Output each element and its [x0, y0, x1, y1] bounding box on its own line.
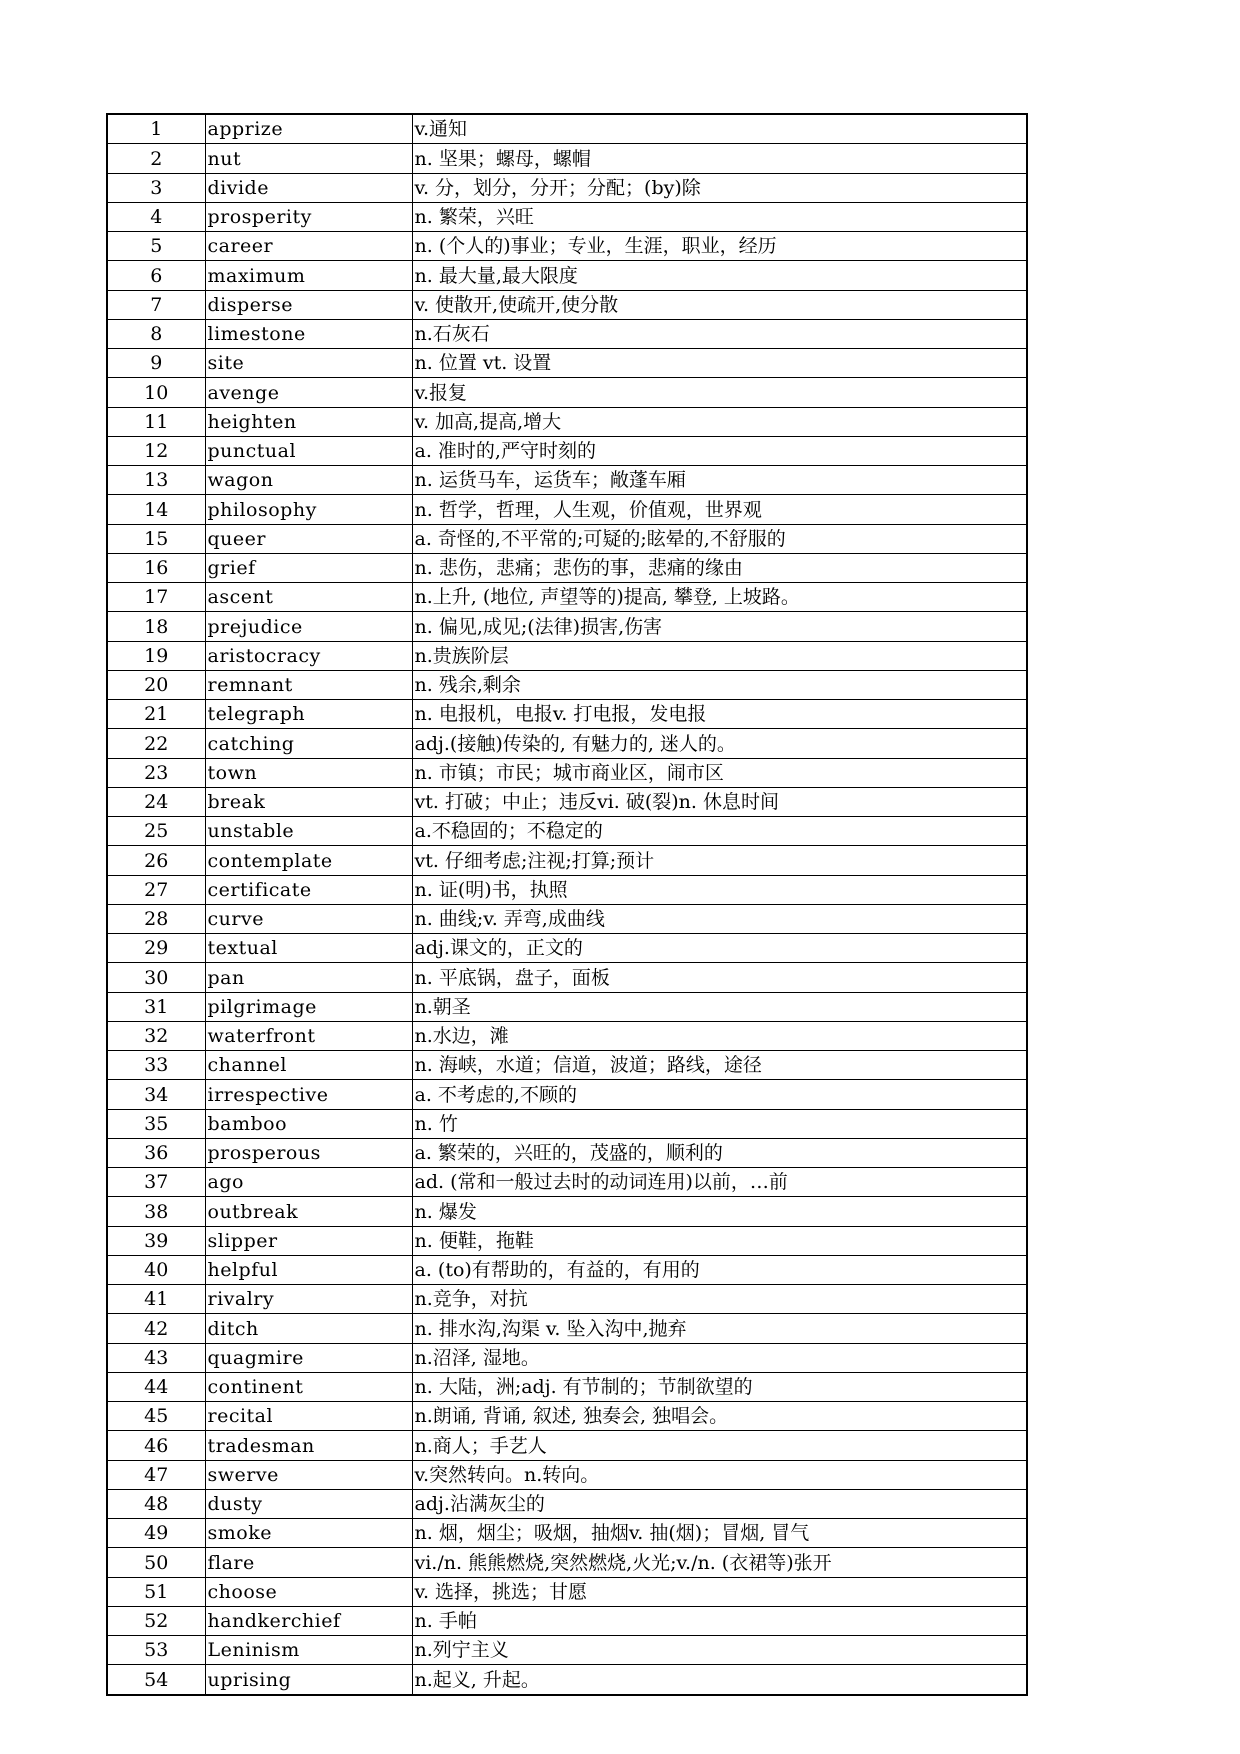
english-word: handkerchief — [205, 1606, 412, 1635]
english-word: channel — [205, 1051, 412, 1080]
row-number: 38 — [107, 1197, 205, 1226]
chinese-definition: n. 竹 — [412, 1109, 1027, 1138]
chinese-definition: v. 使散开,使疏开,使分散 — [412, 290, 1027, 319]
english-word: smoke — [205, 1519, 412, 1548]
table-row — [107, 1636, 1027, 1665]
table-row — [107, 846, 1027, 875]
english-word: quagmire — [205, 1343, 412, 1372]
english-word: swerve — [205, 1460, 412, 1489]
row-number: 6 — [107, 261, 205, 290]
row-number: 27 — [107, 875, 205, 904]
row-number: 30 — [107, 963, 205, 992]
chinese-definition: n. 平底锅，盘子，面板 — [412, 963, 1027, 992]
table-row — [107, 436, 1027, 465]
table-row — [107, 1431, 1027, 1460]
row-number: 53 — [107, 1636, 205, 1665]
english-word: choose — [205, 1577, 412, 1606]
english-word: pilgrimage — [205, 992, 412, 1021]
english-word: helpful — [205, 1255, 412, 1284]
table-row — [107, 1548, 1027, 1577]
english-word: contemplate — [205, 846, 412, 875]
english-word: curve — [205, 904, 412, 933]
english-word: rivalry — [205, 1285, 412, 1314]
table-row — [107, 202, 1027, 231]
vocabulary-table — [106, 113, 1028, 1696]
english-word: certificate — [205, 875, 412, 904]
table-row — [107, 495, 1027, 524]
row-number: 20 — [107, 670, 205, 699]
english-word: prosperity — [205, 202, 412, 231]
table-row — [107, 1606, 1027, 1635]
table-row — [107, 758, 1027, 787]
row-number: 32 — [107, 1021, 205, 1050]
row-number: 44 — [107, 1372, 205, 1401]
chinese-definition: n.起义, 升起。 — [414, 1668, 540, 1691]
english-word: flare — [205, 1548, 412, 1577]
english-word: wagon — [205, 466, 412, 495]
english-word: catching — [205, 729, 412, 758]
table-row — [107, 700, 1027, 729]
chinese-definition: a. 繁荣的，兴旺的，茂盛的，顺利的 — [412, 1138, 1027, 1167]
table-row — [107, 612, 1027, 641]
row-number: 17 — [107, 583, 205, 612]
english-word: outbreak — [205, 1197, 412, 1226]
english-word: divide — [205, 173, 412, 202]
table-row — [107, 583, 1027, 612]
row-number: 39 — [107, 1226, 205, 1255]
table-row — [107, 466, 1027, 495]
row-number: 1 — [107, 114, 205, 144]
row-number: 14 — [107, 495, 205, 524]
row-number: 36 — [107, 1138, 205, 1167]
chinese-definition: a. (to)有帮助的，有益的，有用的 — [412, 1255, 1027, 1284]
table-row — [107, 1577, 1027, 1606]
chinese-definition: n. 位置 vt. 设置 — [412, 349, 1027, 378]
english-word: unstable — [205, 817, 412, 846]
english-word: slipper — [205, 1226, 412, 1255]
row-number: 34 — [107, 1080, 205, 1109]
table-row — [107, 1402, 1027, 1431]
english-word: aristocracy — [205, 641, 412, 670]
row-number: 54 — [107, 1665, 205, 1695]
chinese-definition: n. 曲线;v. 弄弯,成曲线 — [412, 904, 1027, 933]
english-word: irrespective — [205, 1080, 412, 1109]
table-row — [107, 1109, 1027, 1138]
table-row — [107, 553, 1027, 582]
chinese-definition: n. 手帕 — [412, 1606, 1027, 1635]
chinese-definition: adj.课文的，正文的 — [412, 934, 1027, 963]
english-word: nut — [205, 144, 412, 173]
row-number: 52 — [107, 1606, 205, 1635]
chinese-definition: n. 残余,剩余 — [412, 670, 1027, 699]
table-row — [107, 904, 1027, 933]
table-row — [107, 173, 1027, 202]
row-number: 40 — [107, 1255, 205, 1284]
english-word: grief — [205, 553, 412, 582]
row-number: 23 — [107, 758, 205, 787]
row-number: 19 — [107, 641, 205, 670]
english-word: site — [205, 349, 412, 378]
table-row — [107, 1255, 1027, 1284]
chinese-definition: n.朗诵, 背诵, 叙述, 独奏会, 独唱会。 — [412, 1402, 1027, 1431]
chinese-definition: v. 选择，挑选；甘愿 — [412, 1577, 1027, 1606]
row-number: 16 — [107, 553, 205, 582]
chinese-definition: n.水边，滩 — [412, 1021, 1027, 1050]
english-word: disperse — [205, 290, 412, 319]
english-word: waterfront — [205, 1021, 412, 1050]
table-row — [107, 232, 1027, 261]
chinese-definition: n.列宁主义 — [412, 1636, 1027, 1665]
table-row — [107, 1665, 1027, 1695]
chinese-definition: a.不稳固的；不稳定的 — [412, 817, 1027, 846]
chinese-definition: n. 偏见,成见;(法律)损害,伤害 — [412, 612, 1027, 641]
english-word: pan — [205, 963, 412, 992]
english-word: maximum — [205, 261, 412, 290]
row-number: 15 — [107, 524, 205, 553]
chinese-definition: n. 证(明)书，执照 — [412, 875, 1027, 904]
row-number: 49 — [107, 1519, 205, 1548]
chinese-definition: vt. 打破；中止；违反vi. 破(裂)n. 休息时间 — [412, 787, 1027, 816]
table-row — [107, 1138, 1027, 1167]
chinese-definition: v. 分，划分，分开；分配；(by)除 — [412, 173, 1027, 202]
chinese-definition: n.石灰石 — [412, 319, 1027, 348]
row-number: 9 — [107, 349, 205, 378]
chinese-definition: n. 便鞋，拖鞋 — [412, 1226, 1027, 1255]
row-number: 47 — [107, 1460, 205, 1489]
row-number: 12 — [107, 436, 205, 465]
chinese-definition: n. 海峡，水道；信道，波道；路线，途径 — [412, 1051, 1027, 1080]
row-number: 5 — [107, 232, 205, 261]
english-word: avenge — [205, 378, 412, 407]
table-row — [107, 1285, 1027, 1314]
english-word: bamboo — [205, 1109, 412, 1138]
table-row — [107, 817, 1027, 846]
row-number: 8 — [107, 319, 205, 348]
vocabulary-table-body — [107, 114, 1027, 1695]
table-row — [107, 875, 1027, 904]
table-row — [107, 1168, 1027, 1197]
row-number: 35 — [107, 1109, 205, 1138]
table-row — [107, 963, 1027, 992]
chinese-definition: n.商人；手艺人 — [412, 1431, 1027, 1460]
table-row — [107, 290, 1027, 319]
chinese-definition: n. 悲伤，悲痛；悲伤的事，悲痛的缘由 — [412, 553, 1027, 582]
table-row — [107, 319, 1027, 348]
english-word: remnant — [205, 670, 412, 699]
english-word: textual — [205, 934, 412, 963]
row-number: 2 — [107, 144, 205, 173]
english-word: town — [205, 758, 412, 787]
table-row — [107, 1226, 1027, 1255]
chinese-definition: n. 排水沟,沟渠 v. 坠入沟中,抛弃 — [412, 1314, 1027, 1343]
table-row — [107, 1314, 1027, 1343]
table-row — [107, 1372, 1027, 1401]
row-number: 13 — [107, 466, 205, 495]
row-number: 21 — [107, 700, 205, 729]
chinese-definition: v. 加高,提高,增大 — [412, 407, 1027, 436]
chinese-definition: v.通知 — [412, 114, 1027, 144]
chinese-definition: vt. 仔细考虑;注视;打算;预计 — [412, 846, 1027, 875]
row-number: 50 — [107, 1548, 205, 1577]
row-number: 42 — [107, 1314, 205, 1343]
chinese-definition: n. 运货马车，运货车；敞蓬车厢 — [412, 466, 1027, 495]
table-row — [107, 1021, 1027, 1050]
row-number: 51 — [107, 1577, 205, 1606]
chinese-definition: n. 烟，烟尘；吸烟，抽烟v. 抽(烟)；冒烟, 冒气 — [412, 1519, 1027, 1548]
row-number: 28 — [107, 904, 205, 933]
english-word: ago — [205, 1168, 412, 1197]
chinese-definition: n. 电报机，电报v. 打电报，发电报 — [412, 700, 1027, 729]
table-row — [107, 261, 1027, 290]
row-number: 31 — [107, 992, 205, 1021]
row-number: 41 — [107, 1285, 205, 1314]
english-word: heighten — [205, 407, 412, 436]
english-word: telegraph — [205, 700, 412, 729]
english-word: limestone — [205, 319, 412, 348]
chinese-definition: adj.沾满灰尘的 — [412, 1489, 1027, 1518]
table-row — [107, 934, 1027, 963]
chinese-definition: n. 大陆，洲;adj. 有节制的；节制欲望的 — [412, 1372, 1027, 1401]
english-word: continent — [205, 1372, 412, 1401]
row-number: 25 — [107, 817, 205, 846]
chinese-definition: n. (个人的)事业；专业，生涯，职业，经历 — [412, 232, 1027, 261]
chinese-definition: n.上升, (地位, 声望等的)提高, 攀登, 上坡路。 — [412, 583, 1027, 612]
table-row — [107, 1197, 1027, 1226]
english-word: ditch — [205, 1314, 412, 1343]
chinese-definition: a. 准时的,严守时刻的 — [412, 436, 1027, 465]
chinese-definition: n. 哲学，哲理，人生观，价值观，世界观 — [412, 495, 1027, 524]
table-row — [107, 524, 1027, 553]
english-word: career — [205, 232, 412, 261]
english-word: dusty — [205, 1489, 412, 1518]
row-number: 26 — [107, 846, 205, 875]
english-word: uprising — [205, 1665, 412, 1695]
table-row — [107, 729, 1027, 758]
chinese-definition: n. 市镇；市民；城市商业区，闹市区 — [412, 758, 1027, 787]
english-word: ascent — [205, 583, 412, 612]
table-row — [107, 787, 1027, 816]
chinese-definition: n. 爆发 — [412, 1197, 1027, 1226]
chinese-definition: n. 坚果；螺母，螺帽 — [412, 144, 1027, 173]
row-number: 33 — [107, 1051, 205, 1080]
chinese-definition: ad. (常和一般过去时的动词连用)以前，…前 — [412, 1168, 1027, 1197]
table-row — [107, 1519, 1027, 1548]
chinese-definition: n.竞争，对抗 — [412, 1285, 1027, 1314]
english-word: queer — [205, 524, 412, 553]
row-number: 22 — [107, 729, 205, 758]
row-number: 18 — [107, 612, 205, 641]
table-row — [107, 641, 1027, 670]
english-word: prejudice — [205, 612, 412, 641]
chinese-definition: adj.(接触)传染的, 有魅力的, 迷人的。 — [412, 729, 1027, 758]
row-number: 10 — [107, 378, 205, 407]
table-row — [107, 992, 1027, 1021]
row-number: 11 — [107, 407, 205, 436]
chinese-definition: n. 繁荣，兴旺 — [412, 202, 1027, 231]
row-number: 46 — [107, 1431, 205, 1460]
table-row — [107, 144, 1027, 173]
table-row — [107, 349, 1027, 378]
chinese-definition: n.贵族阶层 — [412, 641, 1027, 670]
chinese-definition: n.朝圣 — [412, 992, 1027, 1021]
table-row — [107, 1051, 1027, 1080]
table-row — [107, 1460, 1027, 1489]
row-number: 43 — [107, 1343, 205, 1372]
chinese-definition: v.突然转向。n.转向。 — [412, 1460, 1027, 1489]
row-number: 7 — [107, 290, 205, 319]
chinese-definition: v.报复 — [412, 378, 1027, 407]
row-number: 48 — [107, 1489, 205, 1518]
chinese-definition: a. 奇怪的,不平常的;可疑的;眩晕的,不舒服的 — [412, 524, 1027, 553]
row-number: 24 — [107, 787, 205, 816]
english-word: prosperous — [205, 1138, 412, 1167]
english-word: punctual — [205, 436, 412, 465]
english-word: break — [205, 787, 412, 816]
chinese-definition: n.沼泽, 湿地。 — [412, 1343, 1027, 1372]
table-row — [107, 670, 1027, 699]
english-word: recital — [205, 1402, 412, 1431]
chinese-definition: a. 不考虑的,不顾的 — [412, 1080, 1027, 1109]
row-number: 45 — [107, 1402, 205, 1431]
english-word: tradesman — [205, 1431, 412, 1460]
row-number: 37 — [107, 1168, 205, 1197]
english-word: apprize — [205, 114, 412, 144]
chinese-definition: vi./n. 熊熊燃烧,突然燃烧,火光;v./n. (衣裙等)张开 — [412, 1548, 1027, 1577]
table-row — [107, 1343, 1027, 1372]
english-word: philosophy — [205, 495, 412, 524]
table-row — [107, 407, 1027, 436]
table-row — [107, 378, 1027, 407]
english-word: Leninism — [205, 1636, 412, 1665]
row-number: 3 — [107, 173, 205, 202]
table-row — [107, 1080, 1027, 1109]
row-number: 4 — [107, 202, 205, 231]
table-row — [107, 114, 1027, 144]
chinese-definition: n. 最大量,最大限度 — [412, 261, 1027, 290]
row-number: 29 — [107, 934, 205, 963]
table-row — [107, 1489, 1027, 1518]
